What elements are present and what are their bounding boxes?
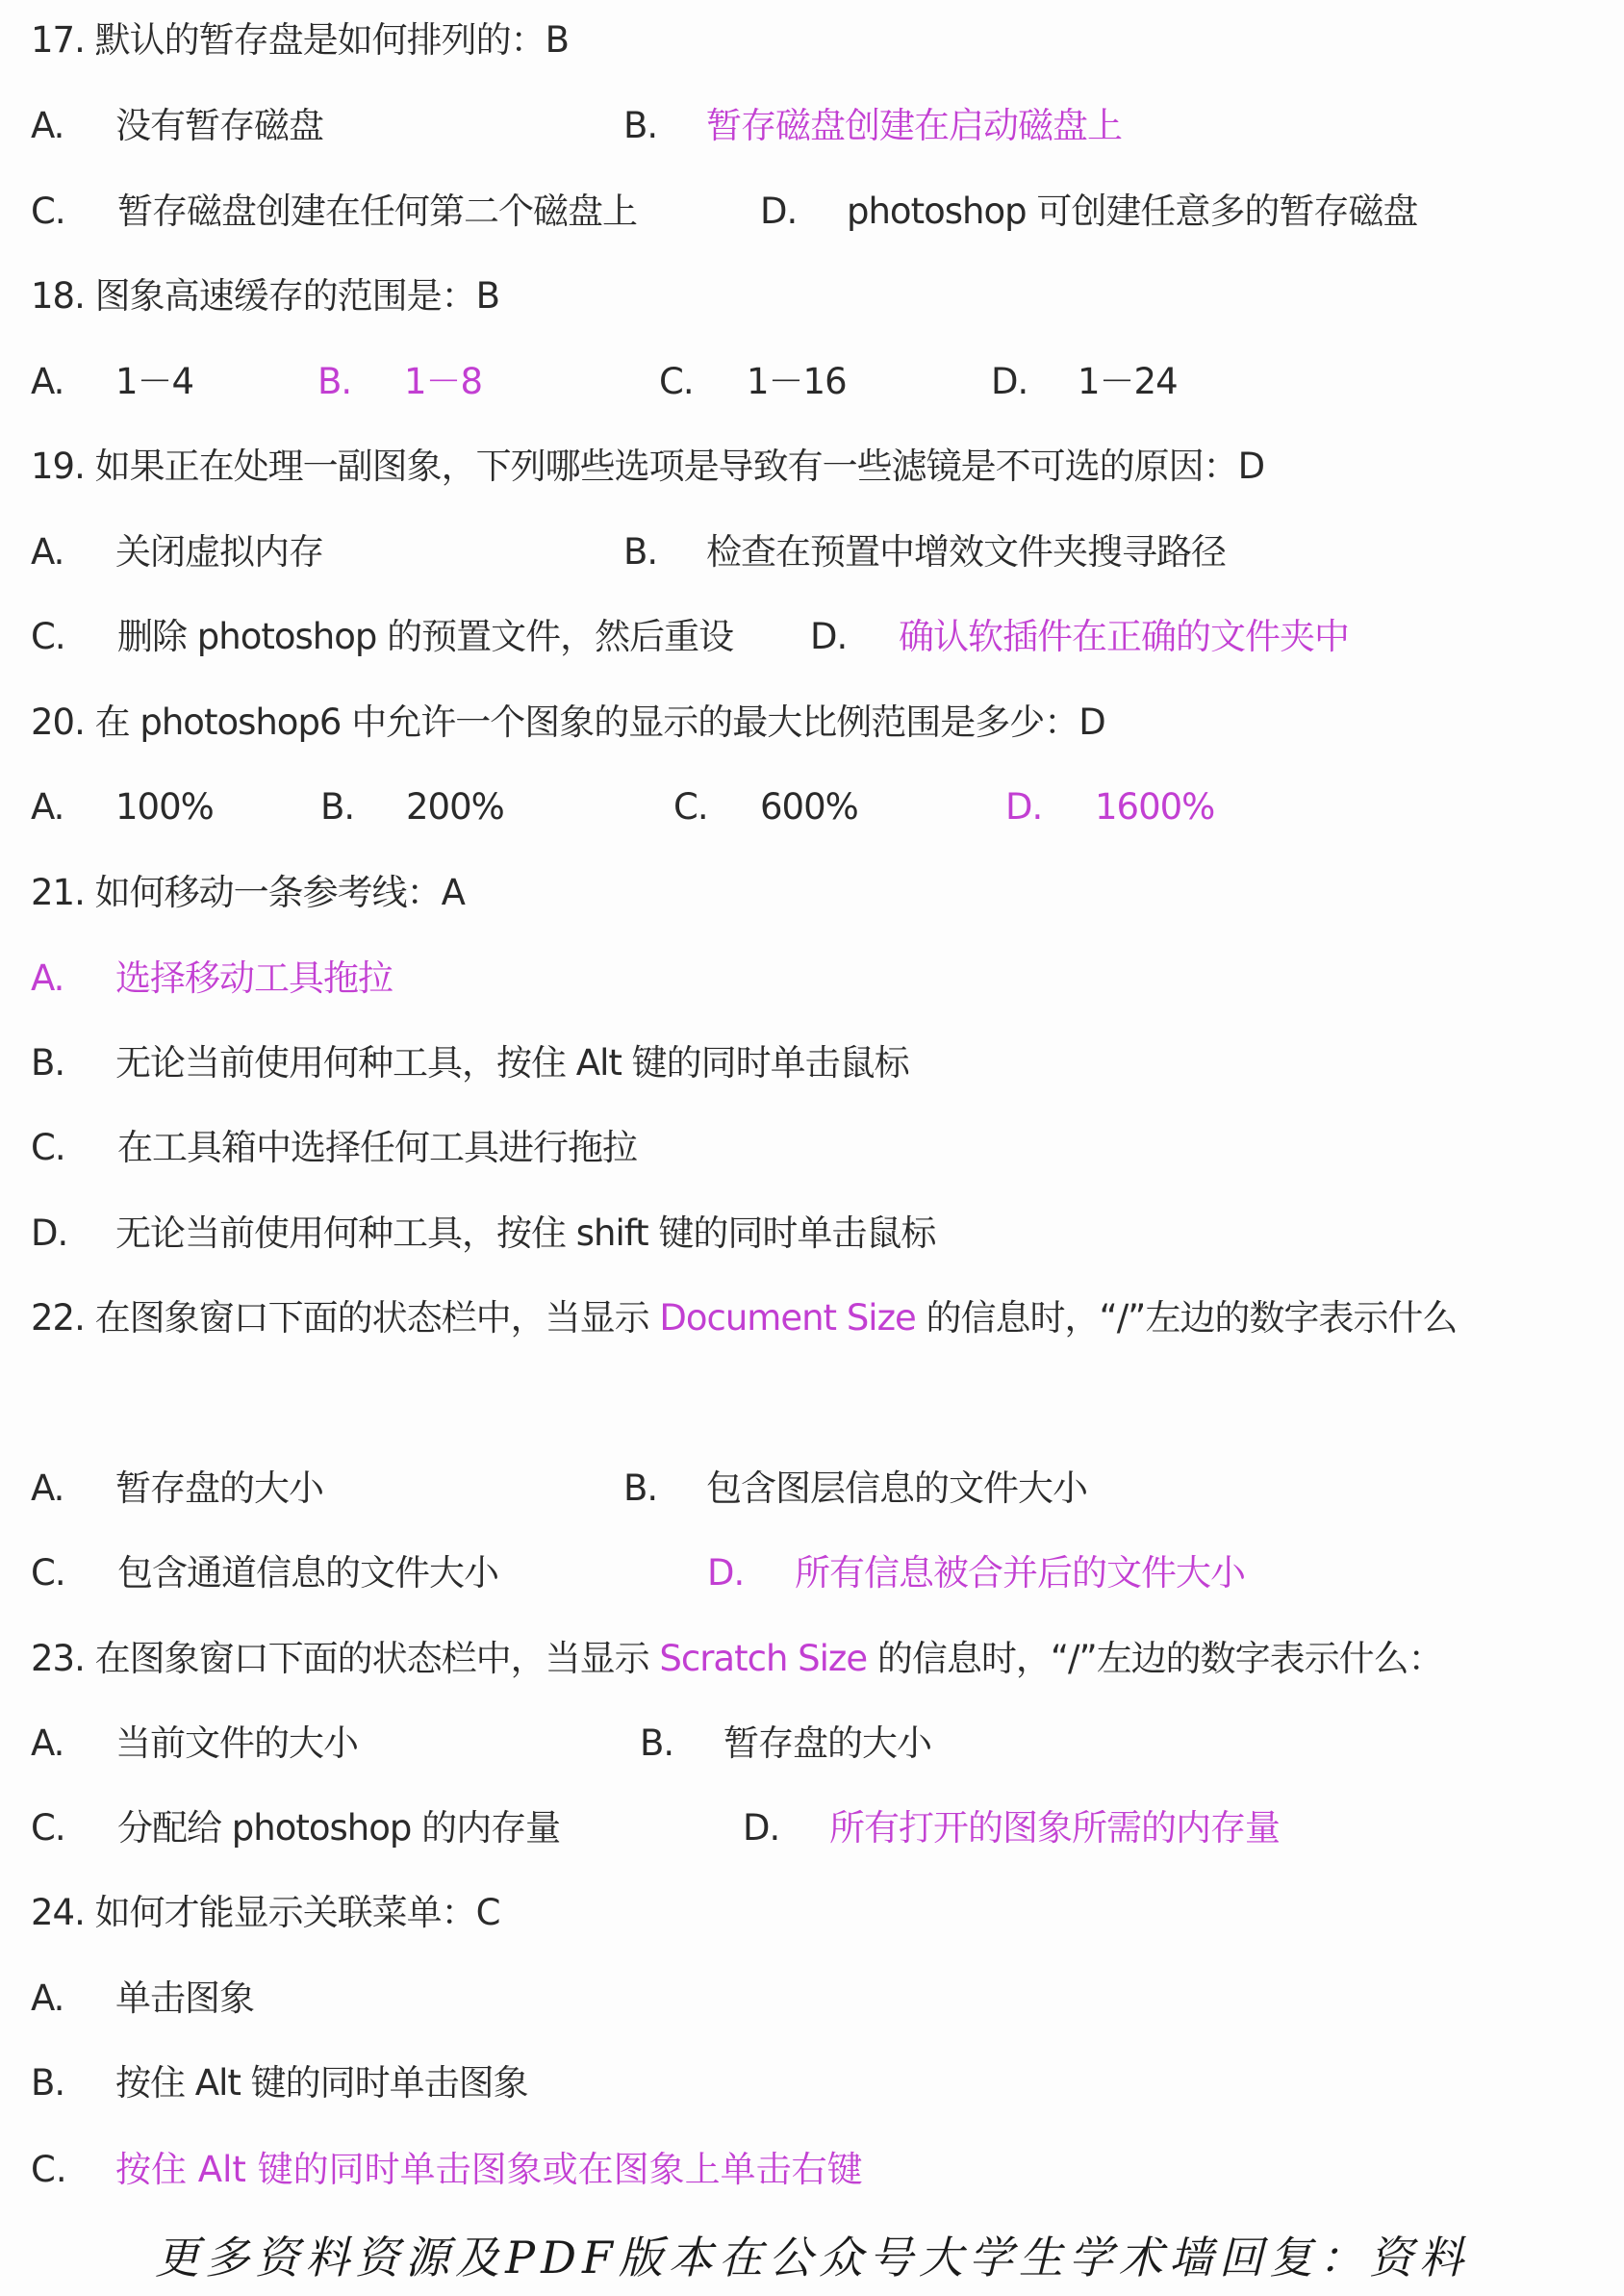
option-label: C. <box>31 191 65 232</box>
option-b-correct: 1－8 <box>404 361 483 402</box>
option-label: B. <box>623 531 658 573</box>
option-b-correct: 暂存磁盘创建在启动磁盘上 <box>706 105 1122 146</box>
question-text <box>31 1630 1443 1688</box>
option-label: C. <box>31 1552 65 1594</box>
option-label: D. <box>1005 786 1043 828</box>
question-24-option-c-clipped <box>0 2141 1624 2190</box>
option-b: 包含图层信息的文件大小 <box>706 1467 1087 1509</box>
option-b: 检查在预置中增效文件夹搜寻路径 <box>706 531 1226 573</box>
option-d: 无论当前使用何种工具，按住 shift 键的同时单击鼠标 <box>115 1212 936 1254</box>
footer-note: 更多资料资源及PDF版本在公众号大学生学术墙回复：资料 <box>155 2232 1469 2283</box>
question-text: 17. 默认的暂存盘是如何排列的：B <box>31 19 569 61</box>
question-text <box>31 1289 1457 1347</box>
option-label: D. <box>743 1807 780 1849</box>
option-label: A. <box>31 531 64 573</box>
stem-prefix: 22. 在图象窗口下面的状态栏中，当显示 <box>31 1297 660 1339</box>
stem-prefix: 23. 在图象窗口下面的状态栏中，当显示 <box>31 1638 660 1679</box>
option-label: B. <box>623 105 658 146</box>
option-c: 在工具箱中选择任何工具进行拖拉 <box>117 1127 637 1168</box>
option-label: A. <box>31 786 64 828</box>
option-label: C. <box>673 786 708 828</box>
question-text: 19. 如果正在处理一副图象，下列哪些选项是导致有一些滤镜是不可选的原因：D <box>31 446 1265 487</box>
option-label: C. <box>31 616 65 657</box>
option-a: 当前文件的大小 <box>115 1722 358 1764</box>
option-c: 分配给 photoshop 的内存量 <box>117 1807 561 1849</box>
option-a: 单击图象 <box>115 1977 254 2019</box>
question-text: 24. 如何才能显示关联菜单：C <box>31 1892 500 1933</box>
option-b: 无论当前使用何种工具，按住 Alt 键的同时单击鼠标 <box>115 1042 909 1084</box>
option-label: D. <box>991 361 1028 402</box>
option-label: B. <box>31 1042 65 1084</box>
option-label: A. <box>31 957 64 999</box>
option-label: D. <box>760 191 798 232</box>
option-c: 600% <box>760 786 858 828</box>
option-label: D. <box>707 1552 745 1594</box>
option-label: A. <box>31 1722 64 1764</box>
option-c: 1－16 <box>747 361 847 402</box>
option-label: B. <box>31 2062 65 2104</box>
option-b: 按住 Alt 键的同时单击图象 <box>115 2062 528 2104</box>
option-label: A. <box>31 1467 64 1509</box>
stem-term-highlight: Document Size <box>659 1297 916 1339</box>
option-c-correct: 按住 Alt 键的同时单击图象或在图象上单击右键 <box>115 2149 863 2190</box>
option-b: 暂存盘的大小 <box>723 1722 931 1764</box>
option-label: A. <box>31 1977 64 2019</box>
question-text: 18. 图象高速缓存的范围是：B <box>31 275 499 317</box>
option-d: 1－24 <box>1078 361 1178 402</box>
option-b: 200% <box>406 786 504 828</box>
option-label: D. <box>31 1212 68 1254</box>
option-d-correct: 1600% <box>1095 786 1215 828</box>
option-a: 1－4 <box>115 361 194 402</box>
option-d-correct: 所有信息被合并后的文件大小 <box>795 1552 1245 1594</box>
option-c: 删除 photoshop 的预置文件，然后重设 <box>117 616 734 657</box>
stem-term-highlight: Scratch Size <box>659 1638 868 1679</box>
option-d: photoshop 可创建任意多的暂存磁盘 <box>847 191 1418 232</box>
option-a: 没有暂存磁盘 <box>115 105 323 146</box>
option-label: C. <box>31 2149 67 2190</box>
option-label: A. <box>31 361 64 402</box>
option-c: 包含通道信息的文件大小 <box>117 1552 498 1594</box>
option-a: 100% <box>115 786 214 828</box>
question-text: 21. 如何移动一条参考线：A <box>31 872 465 913</box>
stem-suffix: 的信息时，“/”左边的数字表示什么 <box>915 1297 1458 1339</box>
option-label: C. <box>31 1127 65 1168</box>
option-label: D. <box>810 616 848 657</box>
option-label: B. <box>623 1467 658 1509</box>
option-a: 暂存盘的大小 <box>115 1467 323 1509</box>
option-label: A. <box>31 105 64 146</box>
question-text: 20. 在 photoshop6 中允许一个图象的显示的最大比例范围是多少：D <box>31 702 1105 743</box>
option-label: B. <box>320 786 355 828</box>
stem-suffix: 的信息时，“/”左边的数字表示什么： <box>867 1638 1443 1679</box>
option-c: 暂存磁盘创建在任何第二个磁盘上 <box>117 191 637 232</box>
option-a-correct: 选择移动工具拖拉 <box>115 957 393 999</box>
option-label: B. <box>317 361 352 402</box>
option-label: B. <box>640 1722 674 1764</box>
option-label: C. <box>659 361 694 402</box>
option-d-correct: 确认软插件在正确的文件夹中 <box>899 616 1349 657</box>
option-a: 关闭虚拟内存 <box>115 531 323 573</box>
option-d-correct: 所有打开的图象所需的内存量 <box>829 1807 1280 1849</box>
option-label: C. <box>31 1807 65 1849</box>
